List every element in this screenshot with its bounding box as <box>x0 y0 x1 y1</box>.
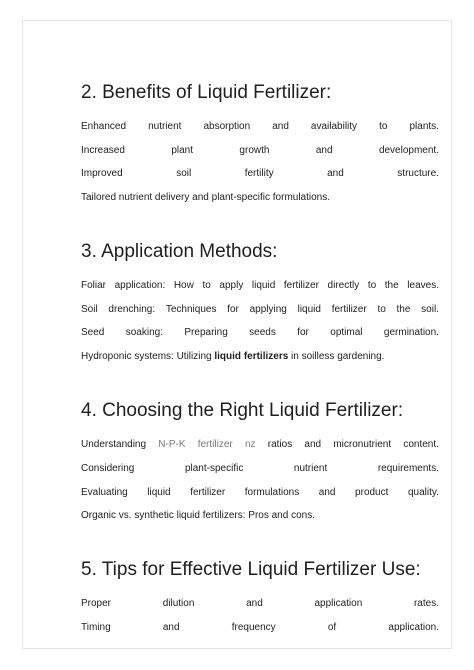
section-heading-application-methods: 3. Application Methods: <box>81 241 278 263</box>
body-line: Improved soil fertility and structure. <box>81 168 439 180</box>
body-line: Seed soaking: Preparing seeds for optimal germination. <box>81 327 439 339</box>
section-application-methods <box>81 240 439 363</box>
body-line: Understanding N-P-K fertilizer nz ratios and micronutrient content. <box>81 439 439 451</box>
body-line: Foliar application: How to apply liquid fertilizer directly to the leaves. <box>81 280 439 292</box>
npk-fertilizer-link[interactable]: fertilizer <box>197 439 233 451</box>
npk-fertilizer-link[interactable]: nz <box>244 439 256 451</box>
body-line: Organic vs. synthetic liquid fertilizers: Pros and cons. <box>81 510 315 522</box>
body-line: Hydroponic systems: Utilizing liquid fertilizers in soilless gardening. <box>81 351 385 363</box>
section-heading-benefits: 2. Benefits of Liquid Fertilizer: <box>81 82 332 103</box>
body-line: Soil drenching: Techniques for applying liquid fertilizer to the soil. <box>81 303 439 315</box>
body-line: Tailored nutrient delivery and plant-specific formulations. <box>81 192 331 204</box>
section-heading-choosing: 4. Choosing the Right Liquid Fertilizer: <box>81 400 404 422</box>
liquid-fertilizers-link[interactable]: liquid fertilizers <box>214 351 289 363</box>
section-heading-tips: 5. Tips for Effective Liquid Fertilizer Use: <box>81 559 421 581</box>
body-line: Timing and frequency of application. <box>81 621 439 633</box>
body-line: Evaluating liquid fertilizer formulations and product quality. <box>81 486 439 498</box>
body-line: Increased plant growth and development. <box>81 144 439 156</box>
section-choosing <box>81 399 439 522</box>
document-page <box>22 20 452 649</box>
document-content <box>81 81 439 670</box>
body-line: Enhanced nutrient absorption and availability to plants. <box>81 121 439 132</box>
npk-fertilizer-link[interactable]: N-P-K <box>158 439 186 451</box>
body-line: Proper dilution and application rates. <box>81 598 439 610</box>
section-tips <box>81 558 439 634</box>
section-benefits <box>81 81 439 204</box>
body-line: Considering plant-specific nutrient requirements. <box>81 462 439 474</box>
